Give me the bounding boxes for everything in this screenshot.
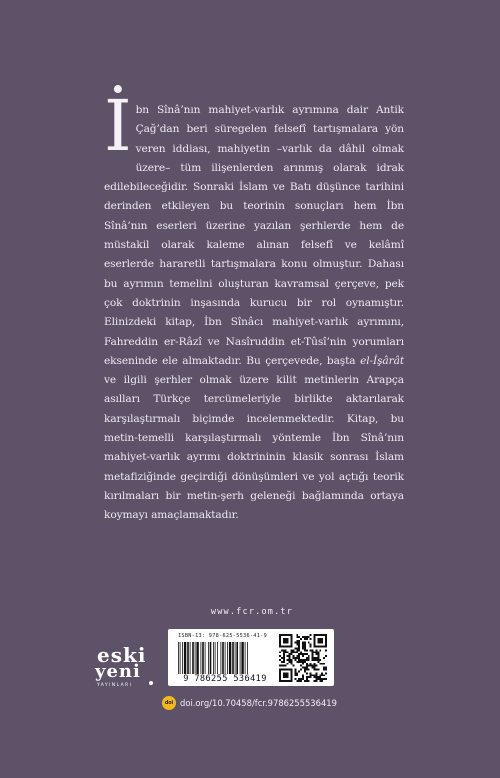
- logo-line-1: eski: [97, 643, 147, 667]
- logo-line-3: YAYINLARI: [97, 683, 133, 688]
- blurb-italic-title: el-İşârât: [360, 354, 404, 367]
- isbn-number: 9 786255 536419: [173, 674, 277, 685]
- doi-row[interactable]: [162, 696, 337, 710]
- blurb-text-part-2: ve ilgili şerhler olmak üzere kilit metinlerin Arapça asılları Türkçe tercümeleriyle birlikte aktarılarak karşılaştırmalı biçimde incelenmektedir. Kitap, bu metin-temelli karşılaştırmalı yöntemle İbn Sînâ’nın mahiyet-varlık ayrımı doktrininin klasik sonrası İslam metafiziğinde geçirdiği dönüşümleri ve yol açtığı teorik kırılmaları bir metin-şerh geleneği bağlamında ortaya koymayı amaçlamaktadır.: [104, 374, 404, 522]
- logo-dot: [149, 681, 153, 685]
- blurb-text-part-1: bn Sînâ’nın mahiyet-varlık ayrımına dair Antik Çağ’dan beri süregelen felsefî tartışmalara yön veren iddiası, mahiyetin –varlık da dâhil olmak üzere– tüm ilişenlerden arınmış olarak idrak edilebileceğidir. Sonraki İslam ve Batı düşünce tarihini derinden etkileyen bu teorinin sonuçları hem İbn Sînâ’nın eserleri üzerine yazılan şerhlerde hem de müstakil olarak kaleme alınan felsefî ve kelâmî eserlerde hararetli tartışmalara konu olmuştur. Dahası bu ayrımın temelini oluşturan kavramsal çerçeve, pek çok doktrinin inşasında kurucu bir rol oynamıştır. Elinizdeki kitap, İbn Sînâcı mahiyet-varlık ayrımını, Fahreddin er-Râzî ve Nasîruddin et-Tûsî’nin yorumları ekseninde ele almaktadır. Bu çerçevede, başta: [104, 104, 404, 367]
- drop-cap: İ: [104, 85, 132, 167]
- qr-code[interactable]: [278, 634, 328, 682]
- publisher-website[interactable]: www.fcr.om.tr: [210, 607, 294, 617]
- logo-line-2: yeni: [95, 661, 141, 682]
- publisher-logo: [91, 645, 161, 690]
- isbn-label: ISBN-13: 978-625-5536-41-9: [178, 633, 268, 639]
- back-cover-blurb: [104, 85, 404, 526]
- isbn-barcode: [177, 642, 273, 675]
- doi-icon: doi: [162, 696, 176, 710]
- doi-link[interactable]: doi.org/10.70458/fcr.9786255536419: [180, 698, 337, 708]
